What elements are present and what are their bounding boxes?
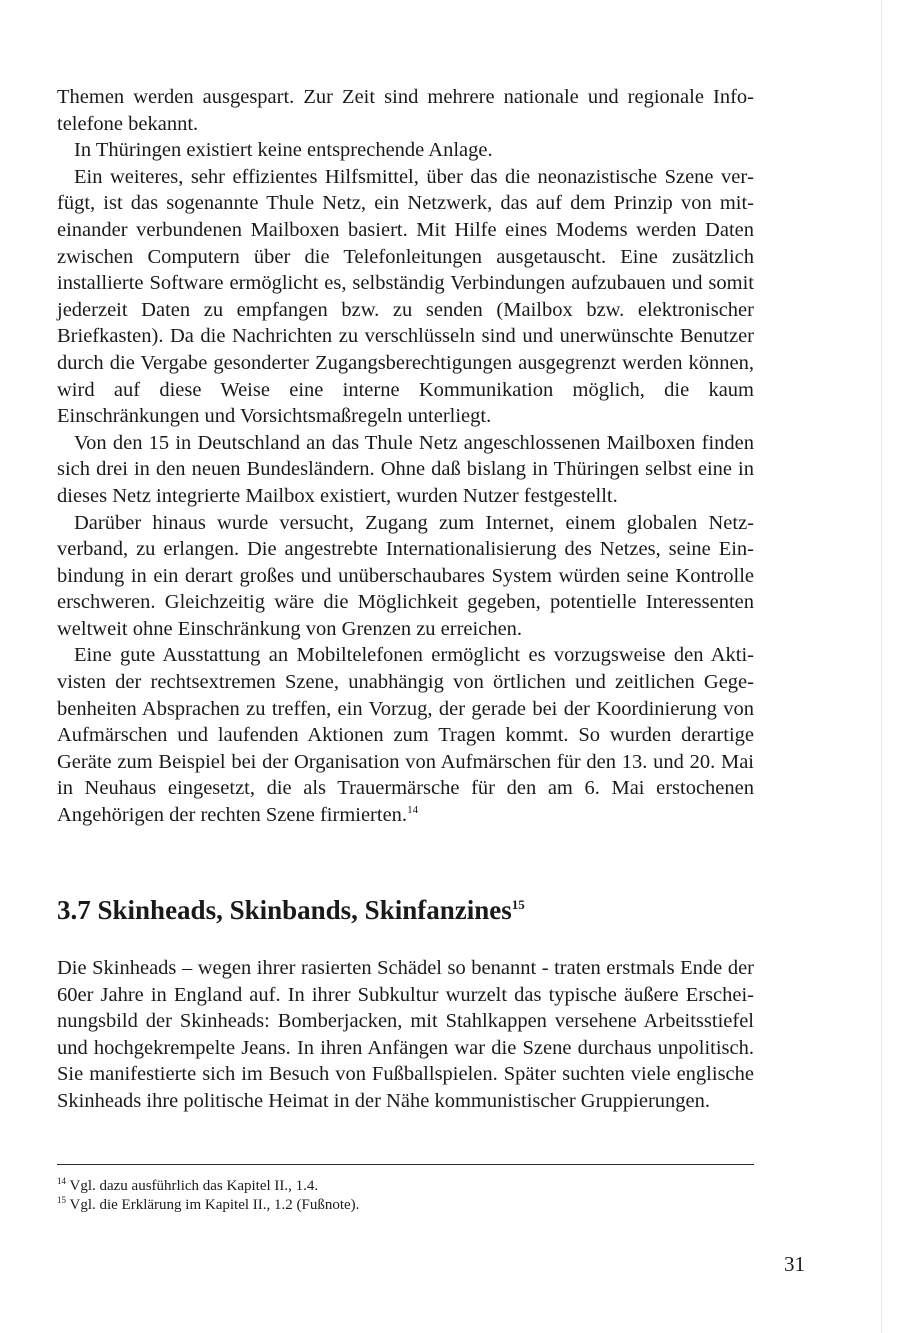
footnote-text: Vgl. dazu ausführlich das Kapitel II., 1.4. bbox=[69, 1178, 319, 1194]
footnote bbox=[57, 1177, 754, 1196]
section-body bbox=[57, 955, 754, 1115]
paragraph: Die Skinheads – wegen ihrer rasierten Schädel so benannt - traten erstmals Ende der 60er Jahre in England auf. In ihrer Subkultur wurzelt das typische äußere Erscheinungsbild der Skinheads: Bomberjacken, mit Stahlkappen versehene Arbeitsstiefel und hochgekrempelte Jeans. In ihren Anfängen war die Szene durchaus unpolitisch. Sie manifestierte sich im Besuch von Fußballspielen. Später suchten viele englische Skinheads ihre politische Heimat in der Nähe kommunistischer Gruppierungen. bbox=[57, 957, 754, 1112]
page-edge-line bbox=[881, 0, 882, 1333]
footnote-number: 15 bbox=[57, 1195, 66, 1205]
footnote-text: Vgl. die Erklärung im Kapitel II., 1.2 (Fußnote). bbox=[69, 1197, 360, 1213]
paragraph: Darüber hinaus wurde versucht, Zugang zum Internet, einem globalen Netzverband, zu erlangen. Die angestrebte Internationalisierung des Netzes, seine Einbindung in ein derart großes und unüberschaubares System würden seine Kontrolle erschweren. Gleichzeitig wäre die Möglichkeit gegeben, potentielle Interessenten weltweit ohne Einschränkung von Grenzen zu erreichen. bbox=[57, 511, 754, 640]
paragraph: In Thüringen existiert keine entsprechende Anlage. bbox=[74, 139, 493, 162]
footnote bbox=[57, 1196, 754, 1215]
footnote-number: 14 bbox=[57, 1176, 66, 1186]
paragraph: Ein weiteres, sehr effizientes Hilfsmittel, über das die neonazistische Szene verfügt, ist das sogenannte Thule Netz, ein Netzwerk, das auf dem Prinzip von miteinander verbundenen Mailboxen basiert. Mit Hilfe eines Modems werden Daten zwischen Computern über die Telefonleitungen ausgetauscht. Eine zusätzlich installierte Software ermöglicht es, selbständig Verbindungen aufzubauen und somit jederzeit Daten zu empfangen bzw. zu senden (Mailbox bzw. elektronischer Briefkasten). Da die Nachrichten zu verschlüsseln sind und unerwünschte Benutzer durch die Vergabe gesonderter Zugangsberechtigungen ausgegrenzt werden können, wird auf diese Weise eine interne Kommunikation möglich, die kaum Einschränkungen und Vorsichtsmaßregeln unterliegt. bbox=[57, 165, 754, 428]
footnote-reference[interactable]: 15 bbox=[511, 897, 525, 912]
page-number: 31 bbox=[784, 1252, 805, 1276]
paragraph: Themen werden ausgespart. Zur Zeit sind mehrere nationale und regionale Infotelefone bekannt. bbox=[57, 86, 754, 135]
footnotes bbox=[57, 1177, 754, 1215]
footnote-divider bbox=[57, 1164, 754, 1165]
paragraph: Von den 15 in Deutschland an das Thule Netz angeschlossenen Mailboxen finden sich drei in den neuen Bundesländern. Ohne daß bislang in Thüringen selbst eine in dieses Netz integrierte Mailbox existiert, wurden Nutzer festgestellt. bbox=[57, 431, 754, 507]
section-heading-text: 3.7 Skinheads, Skinbands, Skinfanzines bbox=[57, 895, 512, 925]
footnote-reference[interactable]: 14 bbox=[407, 804, 419, 817]
paragraph-text: Eine gute Ausstattung an Mobiltelefonen ermöglicht es vorzugsweise den Aktivisten der rechtsextremen Szene, unabhängig von örtlichen und zeitlichen Gegebenheiten Absprachen zu treffen, ein Vorzug, der gerade bei der Koordinierung von Aufmärschen und laufenden Aktionen zum Tragen kommt. So wurden derartige Geräte zum Beispiel bei der Organisation von Aufmärschen für den 13. und 20. Mai in Neuhaus eingesetzt, die als Trauermärsche für den am 6. Mai erstochenen Angehörigen der rechten Szene firmierten. bbox=[57, 644, 754, 827]
section-heading bbox=[57, 893, 754, 927]
body-text bbox=[57, 84, 754, 829]
paragraph bbox=[57, 642, 754, 828]
